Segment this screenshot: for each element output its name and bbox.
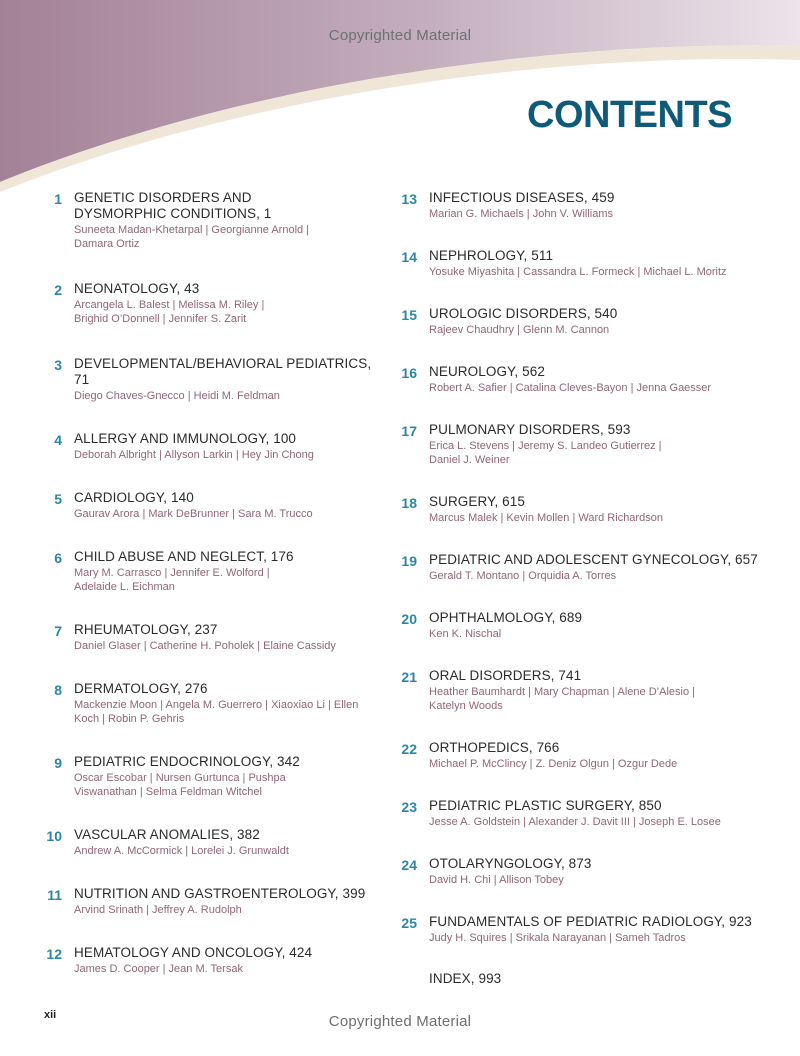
toc-entry: [396, 190, 766, 221]
chapter-authors: Deborah Albright | Allyson Larkin | Hey Jin Chong: [74, 449, 314, 461]
toc-entry: [40, 190, 380, 251]
chapter-title: HEMATOLOGY AND ONCOLOGY, 424: [74, 945, 313, 960]
chapter-authors: Diego Chaves-Gnecco | Heidi M. Feldman: [74, 390, 280, 402]
chapter-title: NUTRITION AND GASTROENTEROLOGY, 399: [74, 886, 366, 901]
contents-column-left: [40, 190, 380, 976]
chapter-authors: Andrew A. McCormick | Lorelei J. Grunwaldt: [74, 845, 289, 857]
chapter-number: 7: [54, 623, 62, 639]
page-title: CONTENTS: [527, 94, 732, 136]
chapter-title: ORAL DISORDERS, 741: [429, 668, 582, 683]
contents-column-right: [396, 190, 766, 987]
toc-entry: [40, 681, 380, 726]
chapter-authors: Gaurav Arora | Mark DeBrunner | Sara M. Trucco: [74, 508, 313, 520]
chapter-title: PULMONARY DISORDERS, 593: [429, 422, 631, 437]
chapter-title: PEDIATRIC AND ADOLESCENT GYNECOLOGY, 657: [429, 552, 758, 567]
chapter-authors: Suneeta Madan-Khetarpal | Georgianne Arnold | Damara Ortiz: [74, 224, 310, 250]
watermark-bottom: Copyrighted Material: [328, 1013, 472, 1030]
chapter-authors: Judy H. Squires | Srikala Narayanan | Sameh Tadros: [429, 932, 686, 944]
chapter-number: 10: [46, 828, 62, 844]
toc-entry: [396, 422, 766, 467]
chapter-number: 24: [401, 857, 417, 873]
chapter-title: OPHTHALMOLOGY, 689: [429, 610, 583, 625]
chapter-authors: Arcangela L. Balest | Melissa M. Riley | Brighid O’Donnell | Jennifer S. Zarit: [74, 299, 265, 325]
index-title: INDEX, 993: [429, 971, 502, 986]
chapter-authors: Mackenzie Moon | Angela M. Guerrero | Xiaoxiao Li | Ellen Koch | Robin P. Gehris: [74, 699, 359, 725]
chapter-authors: James D. Cooper | Jean M. Tersak: [74, 963, 243, 975]
chapter-number: 23: [401, 799, 417, 815]
chapter-number: 17: [401, 423, 417, 439]
chapter-title: SURGERY, 615: [429, 494, 526, 509]
chapter-number: 9: [54, 755, 62, 771]
chapter-number: 8: [54, 682, 62, 698]
toc-entry: [396, 494, 766, 525]
chapter-number: 4: [54, 432, 62, 448]
chapter-title: DERMATOLOGY, 276: [74, 681, 208, 696]
chapter-authors: Erica L. Stevens | Jeremy S. Landeo Gutierrez | Daniel J. Weiner: [429, 440, 662, 466]
toc-entry: [396, 248, 766, 279]
toc-entry: [396, 610, 766, 641]
chapter-authors: Ken K. Nischal: [429, 628, 502, 640]
toc-entry: [40, 549, 380, 594]
page-number: xii: [44, 1009, 57, 1021]
chapter-title: VASCULAR ANOMALIES, 382: [74, 827, 260, 842]
toc-entry: [40, 490, 380, 521]
chapter-number: 1: [54, 191, 62, 207]
chapter-title: NEONATOLOGY, 43: [74, 281, 200, 296]
chapter-number: 21: [401, 669, 417, 685]
chapter-authors: Arvind Srinath | Jeffrey A. Rudolph: [74, 904, 242, 916]
chapter-number: 25: [401, 915, 417, 931]
toc-entry: [396, 740, 766, 771]
chapter-title: INFECTIOUS DISEASES, 459: [429, 190, 615, 205]
toc-entry: [396, 798, 766, 829]
chapter-authors: Daniel Glaser | Catherine H. Poholek | Elaine Cassidy: [74, 640, 336, 652]
chapter-authors: David H. Chi | Allison Tobey: [429, 874, 564, 886]
chapter-authors: Robert A. Safier | Catalina Cleves-Bayon | Jenna Gaesser: [429, 382, 712, 394]
chapter-title: CARDIOLOGY, 140: [74, 490, 194, 505]
chapter-title: UROLOGIC DISORDERS, 540: [429, 306, 618, 321]
watermark-top: Copyrighted Material: [328, 27, 472, 44]
chapter-title: NEPHROLOGY, 511: [429, 248, 554, 263]
toc-entry: [396, 552, 766, 583]
chapter-title: PEDIATRIC PLASTIC SURGERY, 850: [429, 798, 662, 813]
chapter-number: 14: [401, 249, 417, 265]
chapter-title: ORTHOPEDICS, 766: [429, 740, 560, 755]
toc-entry: [396, 856, 766, 887]
chapter-authors: Marcus Malek | Kevin Mollen | Ward Richardson: [429, 512, 663, 524]
chapter-number: 18: [401, 495, 417, 511]
toc-entry: [40, 622, 380, 653]
toc-entry: [40, 886, 380, 917]
chapter-authors: Marian G. Michaels | John V. Williams: [429, 208, 614, 220]
chapter-number: 19: [401, 553, 417, 569]
chapter-title: OTOLARYNGOLOGY, 873: [429, 856, 592, 871]
toc-entry-index: [396, 971, 766, 987]
chapter-number: [396, 971, 417, 987]
chapter-number: 5: [54, 491, 62, 507]
chapter-number: 13: [401, 191, 417, 207]
chapter-authors: Heather Baumhardt | Mary Chapman | Alene D’Alesio | Katelyn Woods: [429, 686, 695, 712]
chapter-title: DEVELOPMENTAL/BEHAVIORAL PEDIATRICS, 71: [74, 356, 372, 387]
chapter-authors: Gerald T. Montano | Orquidia A. Torres: [429, 570, 617, 582]
chapter-authors: Yosuke Miyashita | Cassandra L. Formeck | Michael L. Moritz: [429, 266, 727, 278]
toc-entry: [396, 364, 766, 395]
toc-entry: [40, 356, 380, 403]
chapter-title: PEDIATRIC ENDOCRINOLOGY, 342: [74, 754, 300, 769]
chapter-title: ALLERGY AND IMMUNOLOGY, 100: [74, 431, 297, 446]
chapter-title: CHILD ABUSE AND NEGLECT, 176: [74, 549, 294, 564]
toc-entry: [40, 945, 380, 976]
chapter-authors: Oscar Escobar | Nursen Gurtunca | Pushpa Viswanathan | Selma Feldman Witchel: [74, 772, 286, 798]
chapter-number: 11: [47, 887, 62, 903]
chapter-authors: Jesse A. Goldstein | Alexander J. Davit III | Joseph E. Losee: [429, 816, 721, 828]
toc-entry: [40, 827, 380, 858]
toc-entry: [396, 914, 766, 945]
toc-entry: [40, 281, 380, 326]
chapter-number: 20: [401, 611, 417, 627]
toc-entry: [40, 431, 380, 462]
chapter-number: 3: [54, 357, 62, 373]
chapter-title: RHEUMATOLOGY, 237: [74, 622, 218, 637]
toc-entry: [396, 668, 766, 713]
chapter-authors: Mary M. Carrasco | Jennifer E. Wolford | Adelaide L. Eichman: [74, 567, 270, 593]
chapter-number: 15: [401, 307, 417, 323]
toc-entry: [40, 754, 380, 799]
chapter-authors: Rajeev Chaudhry | Glenn M. Cannon: [429, 324, 610, 336]
chapter-title: GENETIC DISORDERS AND DYSMORPHIC CONDITIONS, 1: [74, 190, 272, 221]
chapter-number: 2: [54, 282, 62, 298]
chapter-number: 22: [401, 741, 417, 757]
chapter-number: 12: [46, 946, 62, 962]
chapter-authors: Michael P. McClincy | Z. Deniz Olgun | Ozgur Dede: [429, 758, 678, 770]
chapter-number: 6: [54, 550, 62, 566]
chapter-title: NEUROLOGY, 562: [429, 364, 545, 379]
chapter-title: FUNDAMENTALS OF PEDIATRIC RADIOLOGY, 923: [429, 914, 752, 929]
chapter-number: 16: [401, 365, 417, 381]
toc-entry: [396, 306, 766, 337]
